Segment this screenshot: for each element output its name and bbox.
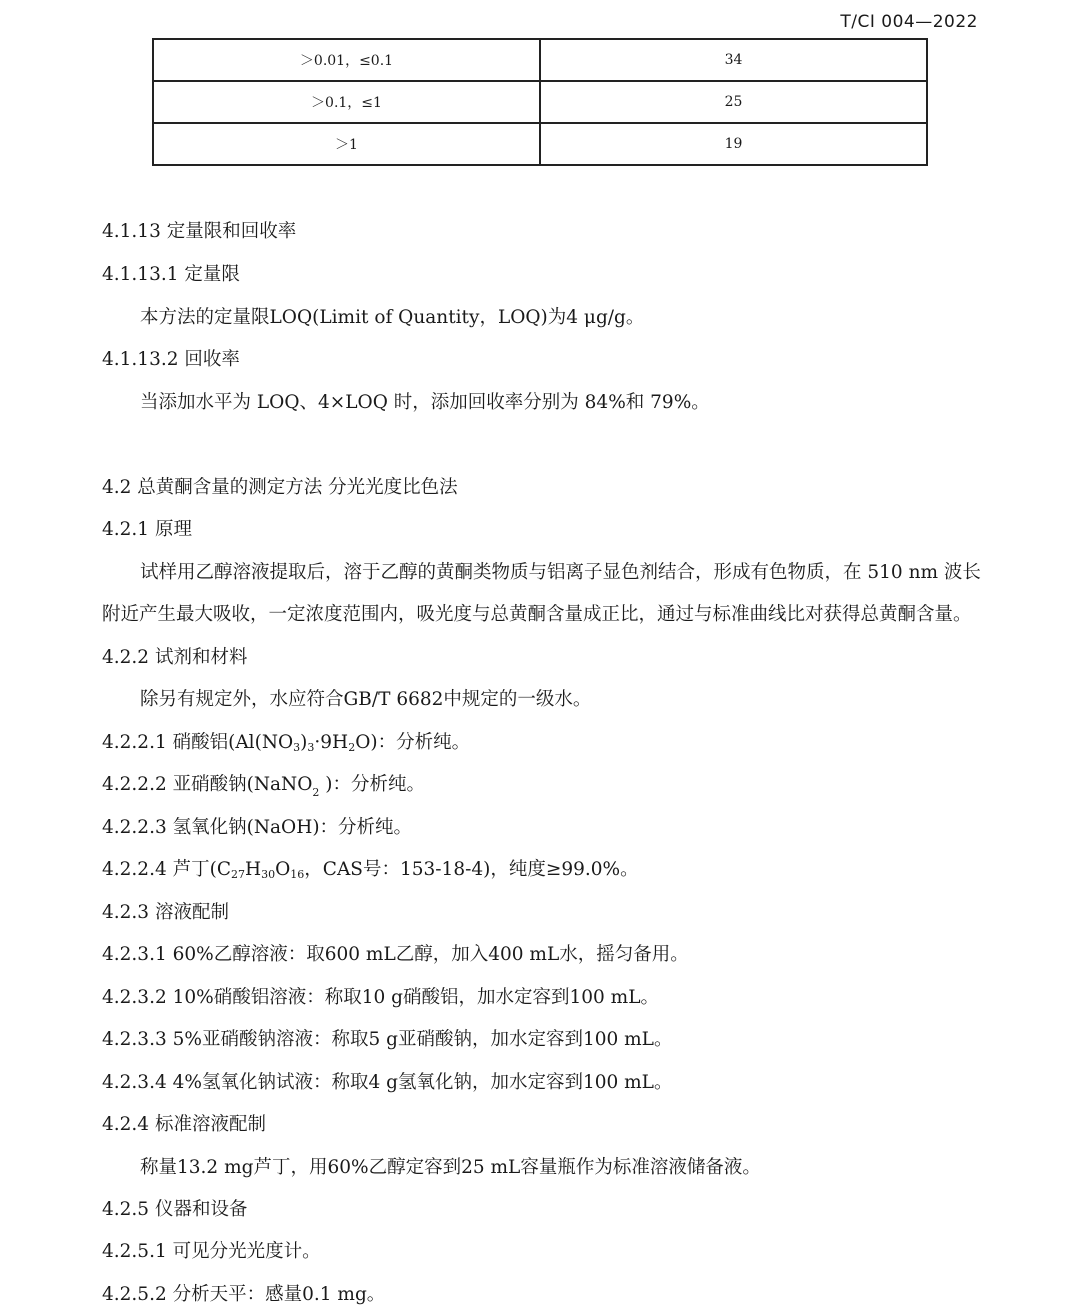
- table-row: [153, 81, 927, 123]
- equipment-item: 4.2.5.1 可见分光光度计。: [102, 1241, 321, 1262]
- section-heading: 4.2.5 仪器和设备: [102, 1199, 248, 1220]
- section-heading: 4.2.4 标准溶液配制: [102, 1114, 266, 1135]
- value-cell: 25: [540, 81, 927, 123]
- reagent-item: 4.2.2.3 氢氧化钠(NaOH)：分析纯。: [102, 817, 413, 838]
- text: ): [300, 732, 308, 753]
- paragraph: 当添加水平为 LOQ、4×LOQ 时，添加回收率分别为 84%和 79%。: [140, 392, 710, 413]
- text: O)：分析纯。: [355, 732, 471, 753]
- subscript: 16: [290, 868, 305, 881]
- solution-item: 4.2.3.4 4%氢氧化钠试液：称取4 g氢氧化钠，加水定容到100 mL。: [102, 1072, 673, 1093]
- paragraph: 试样用乙醇溶液提取后，溶于乙醇的黄酮类物质与铝离子显色剂结合，形成有色物质，在 510 nm 波长: [140, 562, 981, 583]
- text: O: [275, 859, 291, 880]
- value-cell: 19: [540, 123, 927, 165]
- section-heading: 4.2.2 试剂和材料: [102, 647, 248, 668]
- range-cell: ＞1: [153, 123, 540, 165]
- subscript: 27: [230, 868, 245, 881]
- paragraph: 本方法的定量限LOQ(Limit of Quantity，LOQ)为4 μg/g。: [140, 307, 645, 328]
- paragraph: 称量13.2 mg芦丁，用60%乙醇定容到25 mL容量瓶作为标准溶液储备液。: [140, 1157, 761, 1178]
- range-cell: ＞0.01，≤0.1: [153, 39, 540, 81]
- solution-item: 4.2.3.1 60%乙醇溶液：取600 mL乙醇，加入400 mL水，摇匀备用。: [102, 944, 689, 965]
- paragraph: 附近产生最大吸收，一定浓度范围内，吸光度与总黄酮含量成正比，通过与标准曲线比对获得总黄酮含量。: [102, 604, 972, 625]
- subscript: 3: [293, 741, 301, 754]
- solution-item: 4.2.3.3 5%亚硝酸钠溶液：称取5 g亚硝酸钠，加水定容到100 mL。: [102, 1029, 673, 1050]
- text: 4.2.2.1 硝酸铝(Al(NO: [102, 732, 294, 753]
- reagent-item: [102, 773, 425, 805]
- text: )：分析纯。: [319, 774, 426, 795]
- text: 4.2.2.4 芦丁(C: [102, 859, 231, 880]
- subscript: 3: [307, 741, 315, 754]
- table-row: [153, 39, 927, 81]
- document-code: T/CI 004—2022: [840, 12, 978, 32]
- value-cell: 34: [540, 39, 927, 81]
- paragraph: 除另有规定外，水应符合GB/T 6682中规定的一级水。: [140, 689, 592, 710]
- section-heading: 4.2.3 溶液配制: [102, 902, 229, 923]
- section-heading: 4.2.1 原理: [102, 519, 192, 540]
- text: ·9H: [314, 732, 349, 753]
- range-cell: ＞0.1，≤1: [153, 81, 540, 123]
- reagent-item: [102, 858, 639, 887]
- reagent-item: [102, 731, 470, 760]
- equipment-item: 4.2.5.2 分析天平：感量0.1 mg。: [102, 1284, 386, 1305]
- subscript: 30: [261, 868, 276, 881]
- text: 4.2.2.2 亚硝酸钠(NaNO: [102, 774, 313, 795]
- limits-table: [152, 38, 928, 166]
- subscript: 2: [348, 741, 356, 754]
- section-heading: 4.1.13 定量限和回收率: [102, 221, 297, 242]
- solution-item: 4.2.3.2 10%硝酸铝溶液：称取10 g硝酸铝，加水定容到100 mL。: [102, 987, 660, 1008]
- section-heading: 4.1.13.1 定量限: [102, 264, 240, 285]
- table-row: [153, 123, 927, 165]
- subscript: 2: [312, 786, 320, 799]
- section-heading: 4.2 总黄酮含量的测定方法 分光光度比色法: [102, 477, 458, 498]
- section-heading: 4.1.13.2 回收率: [102, 349, 240, 370]
- text: H: [244, 859, 262, 880]
- text: ，CAS号：153-18-4)，纯度≥99.0%。: [304, 859, 639, 880]
